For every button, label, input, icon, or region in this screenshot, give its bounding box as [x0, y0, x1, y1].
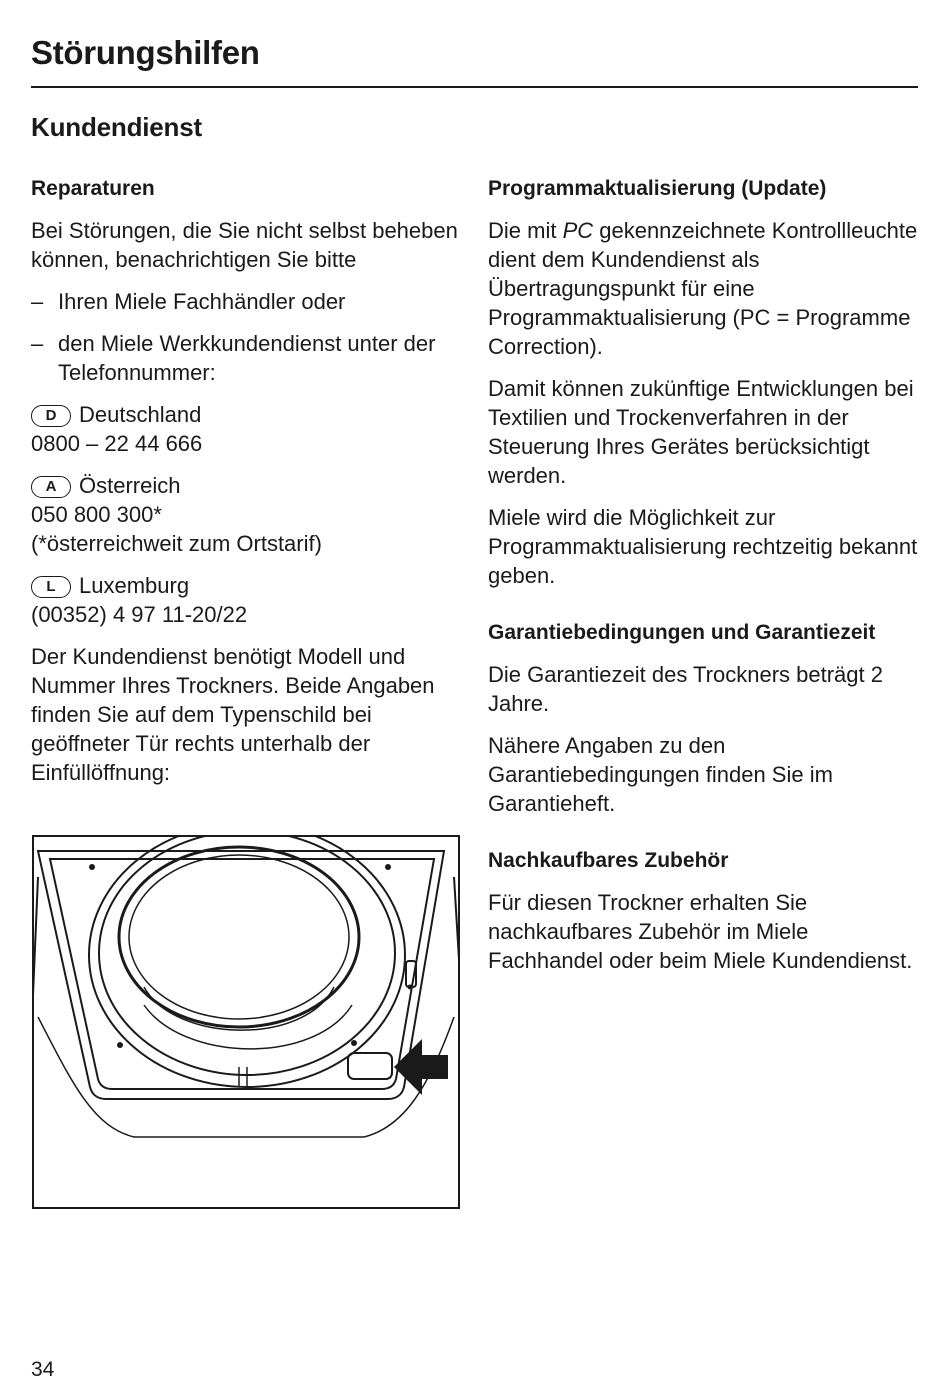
phone-note: (*österreichweit zum Ortstarif) — [31, 531, 322, 556]
model-note: Der Kundendienst benötigt Modell und Nummer Ihres Trockners. Beide Angaben finden Sie auf dem Typenschild bei geöffneter Tür rechts unterhalb der Einfüllöffnung: — [31, 644, 435, 785]
update-heading: Programmaktualisierung (Update) — [488, 177, 827, 200]
country-austria — [31, 471, 461, 558]
left-column — [31, 174, 461, 800]
country-germany — [31, 400, 461, 458]
screw — [351, 1040, 357, 1046]
accessories-heading: Nachkaufbares Zubehör — [488, 849, 729, 872]
update-paragraph-1 — [488, 216, 918, 361]
door-seal-inner — [99, 837, 395, 1075]
drum-rim — [129, 855, 349, 1019]
list-item-text: Ihren Miele Fachhändler oder — [58, 289, 346, 314]
dryer-door-illustration — [32, 835, 460, 1209]
warranty-paragraph-2: Nähere Angaben zu den Garantiebedingungen finden Sie im Garantieheft. — [488, 733, 833, 816]
list-bullet: – — [31, 331, 44, 356]
country-name: Deutschland — [79, 402, 202, 427]
drum-opening — [119, 847, 359, 1027]
list-item — [31, 287, 461, 316]
pc-label: PC — [562, 218, 594, 243]
country-name: Luxemburg — [79, 573, 190, 598]
section-title: Kundendienst — [31, 112, 202, 142]
country-name: Österreich — [79, 473, 181, 498]
update-paragraph-2: Damit können zukünftige Entwicklungen bei Textilien und Trockenverfahren in der Steuerung Ihres Gerätes berücksichtigt werden. — [488, 376, 914, 488]
country-luxembourg — [31, 571, 461, 629]
page-number: 34 — [31, 1358, 55, 1381]
screw — [408, 985, 413, 990]
list-item — [31, 329, 461, 387]
type-plate — [348, 1053, 392, 1079]
screw — [117, 1042, 123, 1048]
text-run: Die mit — [488, 218, 563, 243]
update-paragraph-3: Miele wird die Möglichkeit zur Programmaktualisierung rechtzeitig bekannt geben. — [488, 505, 918, 588]
accessories-paragraph: Für diesen Trockner erhalten Sie nachkaufbares Zubehör im Miele Fachhandel oder beim Miele Kundendienst. — [488, 890, 913, 973]
repairs-heading: Reparaturen — [31, 177, 155, 200]
warranty-heading: Garantiebedingungen und Garantiezeit — [488, 621, 876, 644]
text-run: gekennzeichnete Kontrollleuchte dient dem Kundendienst als Übertragungspunkt für eine Programmaktualisierung (PC = Programme Correction). — [488, 218, 918, 359]
repairs-intro: Bei Störungen, die Sie nicht selbst beheben können, benachrichtigen Sie bitte — [31, 218, 458, 272]
phone-number: 0800 – 22 44 666 — [31, 431, 203, 456]
warranty-paragraph-1: Die Garantiezeit des Trockners beträgt 2 Jahre. — [488, 662, 883, 716]
phone-number: (00352) 4 97 11-20/22 — [31, 602, 248, 627]
country-code-badge: L — [31, 576, 71, 598]
screw — [385, 864, 391, 870]
title-rule — [31, 86, 918, 88]
page-title: Störungshilfen — [31, 34, 260, 71]
phone-number: 050 800 300* — [31, 502, 162, 527]
list-bullet: – — [31, 289, 44, 314]
country-code-badge: D — [31, 405, 71, 427]
screw — [89, 864, 95, 870]
country-code-badge: A — [31, 476, 71, 498]
list-item-text: den Miele Werkkundendienst unter der Telefonnummer: — [58, 331, 436, 385]
right-column — [488, 174, 918, 988]
dryer-drawing — [34, 837, 458, 1207]
